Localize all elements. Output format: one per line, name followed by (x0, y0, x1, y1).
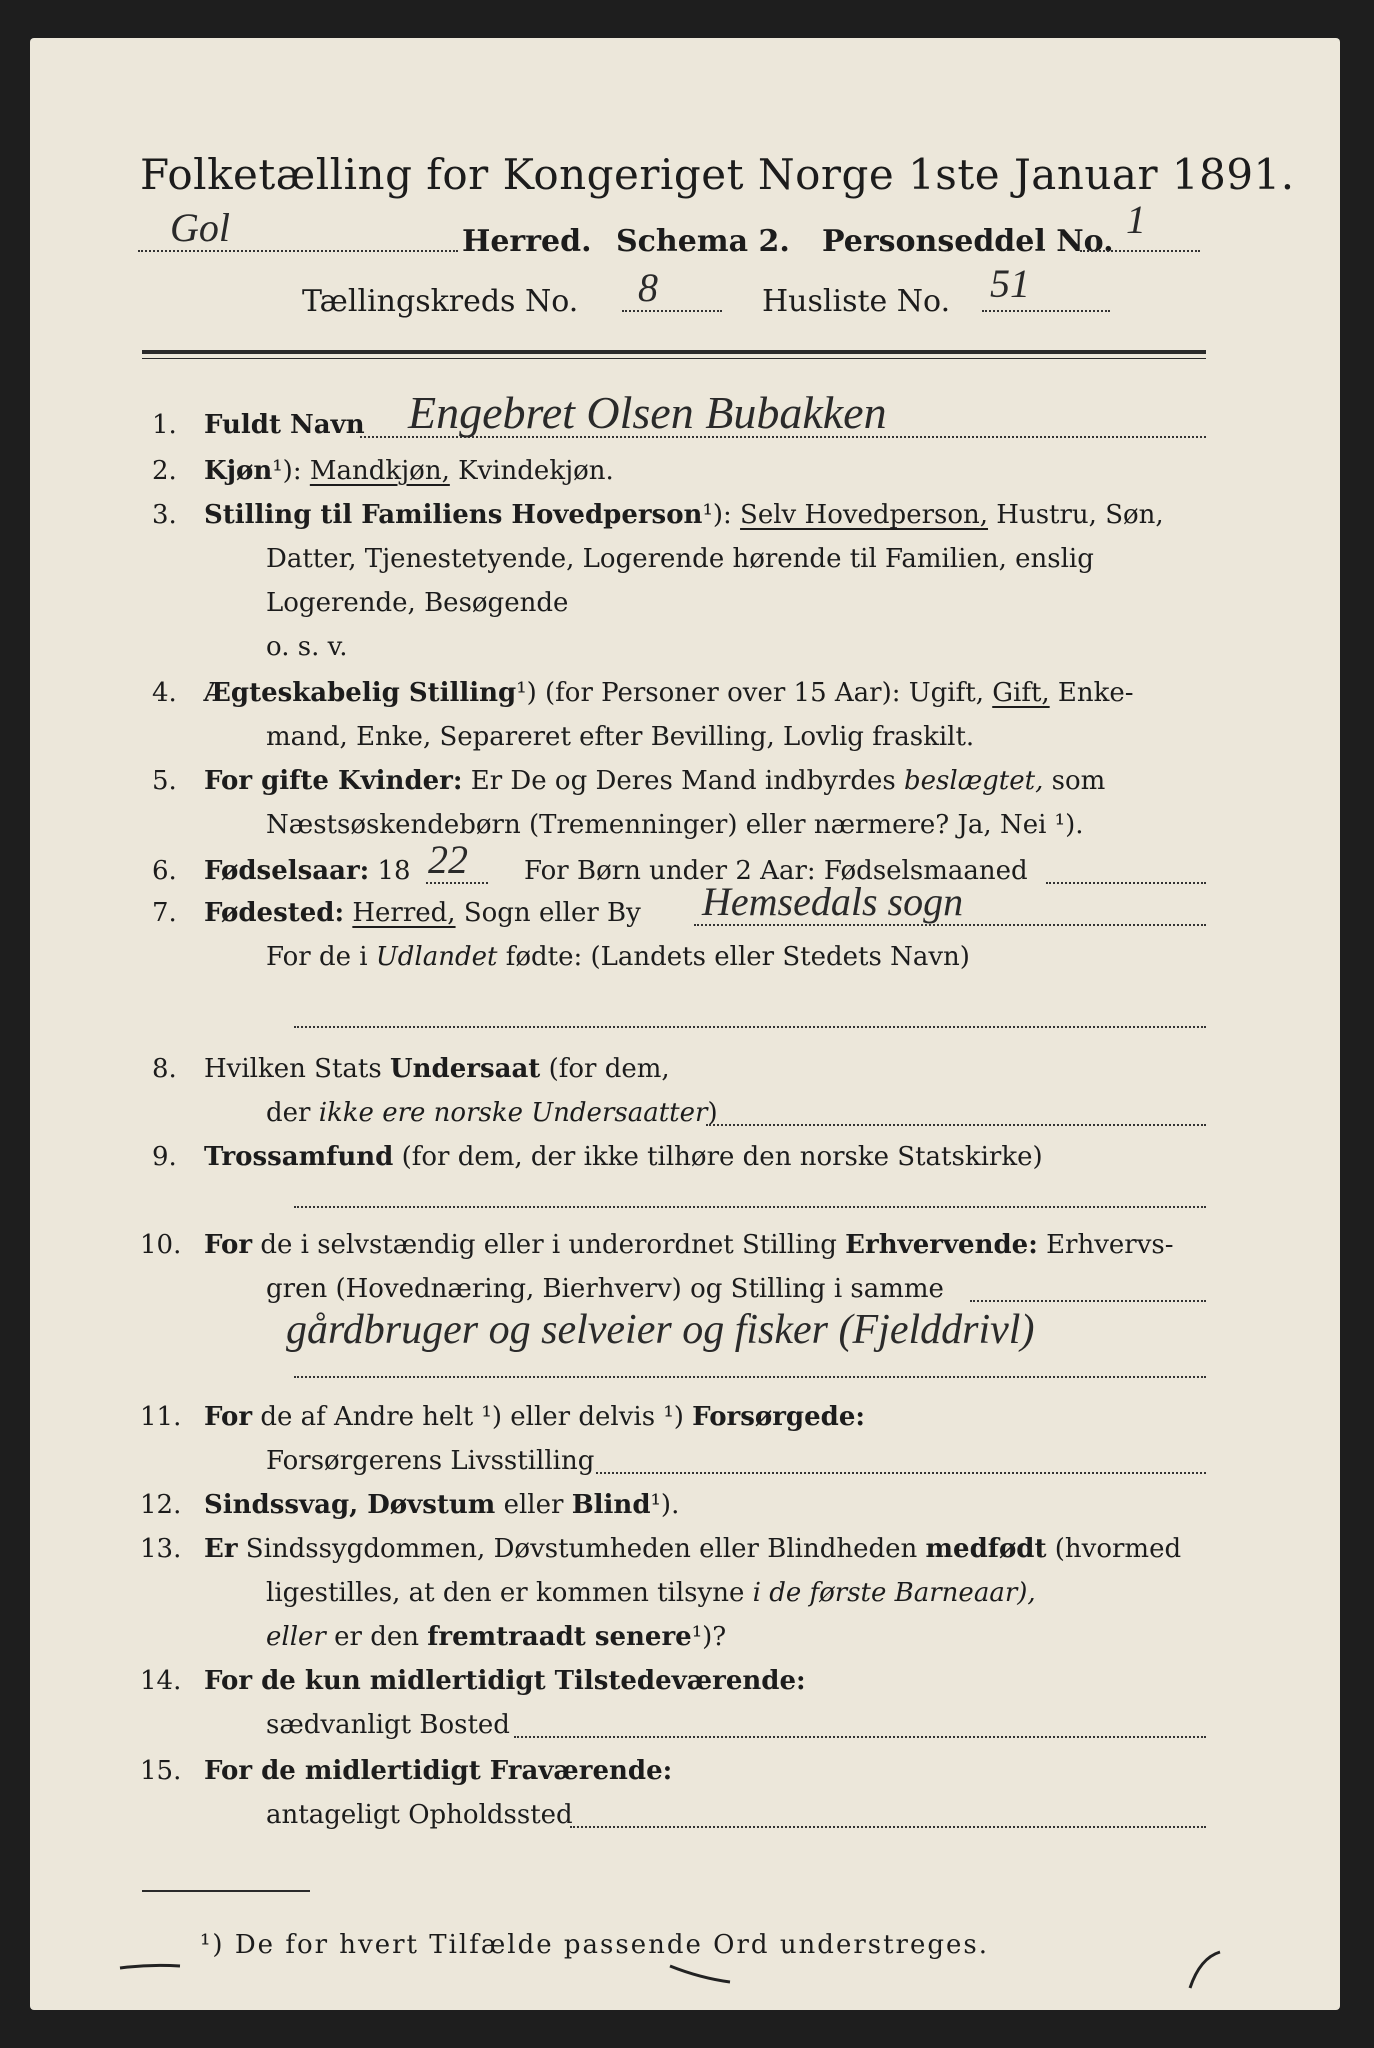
herred-value: Gol (170, 205, 230, 250)
occupation-dots-2 (294, 1376, 1206, 1378)
residence-dots (514, 1736, 1206, 1738)
item-9-number: 9. (152, 1142, 177, 1172)
item-13-line3b: fremtraadt senere (427, 1622, 692, 1652)
item-3-rest: Hustru, Søn, (996, 500, 1164, 530)
item-3-line2: Datter, Tjenestetyende, Logerende hørende til Familien, enslig (266, 544, 1094, 574)
item-4-line1 (204, 678, 1134, 708)
item-8-rest: (for dem, (548, 1054, 670, 1084)
item-2-label: Kjøn (204, 456, 273, 486)
item-7-line1 (204, 898, 641, 928)
item-15-line2: antageligt Opholdssted (266, 1800, 573, 1830)
item-13-label2: medfødt (925, 1534, 1047, 1564)
item-12-label2: Blind (571, 1490, 651, 1520)
personseddel-label: Personseddel No. (822, 224, 1114, 259)
item-3-number: 3. (152, 500, 177, 530)
birth-year-value: 22 (428, 837, 468, 882)
footnote: ¹) De for hvert Tilfælde passende Ord understreges. (200, 1930, 990, 1960)
item-4-mid: ¹) (for Personer over 15 Aar): Ugift, (516, 678, 984, 708)
item-4-line2: mand, Enke, Separeret efter Bevilling, Lovlig fraskilt. (266, 722, 975, 752)
item-3-line4: o. s. v. (266, 632, 348, 662)
item-12-line1 (204, 1490, 679, 1520)
item-6-label-wrap (204, 856, 411, 886)
item-15-number: 15. (140, 1756, 182, 1786)
item-2-selected-option: Mandkjøn, (309, 456, 450, 486)
personseddel-value: 1 (1126, 197, 1146, 242)
item-11-line2: Forsørgerens Livsstilling (266, 1446, 595, 1476)
header-rule-thin (142, 358, 1206, 359)
husliste-dots (982, 310, 1110, 312)
item-13-line1 (204, 1534, 1181, 1564)
item-9-rest: (for dem, der ikke tilhøre den norske Statskirke) (401, 1142, 1043, 1172)
item-7-label: Fødested: (204, 898, 345, 928)
item-13-line2 (266, 1578, 1036, 1608)
item-1-number: 1. (152, 410, 177, 440)
item-12-label: Sindssvag, Døvstum (204, 1490, 496, 1520)
item-5-line1 (204, 766, 1105, 796)
item-5-number: 5. (152, 766, 177, 796)
item-2-option: Kvindekjøn. (458, 456, 614, 486)
item-11-text: de af Andre helt ¹) eller delvis ¹) (260, 1402, 684, 1432)
item-5-rest: som (1051, 766, 1106, 796)
item-3-selected-option: Selv Hovedperson, (740, 500, 989, 530)
item-6-number: 6. (152, 856, 177, 886)
item-13-label1: Er (204, 1534, 238, 1564)
item-7-rest: Sogn eller By (463, 898, 641, 928)
item-7-line2b: fødte: (Landets eller Stedets Navn) (505, 942, 970, 972)
birth-month-dots (1046, 882, 1206, 884)
item-8-line2em: ikke ere norske Undersaatter (318, 1098, 708, 1128)
item-11-label1: For (204, 1402, 253, 1432)
item-13-line3c: ¹)? (691, 1622, 727, 1652)
item-8-line1 (204, 1054, 670, 1084)
item-10-number: 10. (140, 1230, 182, 1260)
item-13-line2a: ligestilles, at den er kommen tilsyne (266, 1578, 745, 1608)
item-10-label2: Erhvervende: (845, 1230, 1038, 1260)
taellingskreds-dots (622, 310, 722, 312)
item-8-label2: Undersaat (389, 1054, 541, 1084)
item-9-label: Trossamfund (204, 1142, 394, 1172)
item-10-rest: Erhvervs- (1046, 1230, 1174, 1260)
item-7-line2a: For de i (266, 942, 368, 972)
citizenship-dots (706, 1124, 1206, 1126)
occupation-dots-1 (970, 1300, 1206, 1302)
item-12-mid: eller (503, 1490, 564, 1520)
item-14-line2: sædvanligt Bosted (266, 1710, 510, 1740)
item-5-line2: Næstsøskendebørn (Tremenninger) eller nærmere? Ja, Nei ¹). (266, 810, 1084, 840)
census-form-sheet (30, 38, 1340, 2010)
item-6-prefix: 18 (377, 856, 411, 886)
form-title: Folketælling for Kongeriget Norge 1ste Januar 1891. (140, 150, 1295, 199)
item-7-line2em: Udlandet (375, 942, 498, 972)
header-rule-thick (142, 350, 1206, 354)
husliste-value: 51 (990, 261, 1030, 306)
item-4-number: 4. (152, 678, 177, 708)
item-8-number: 8. (152, 1054, 177, 1084)
item-4-label: Ægteskabelig Stilling (204, 678, 517, 708)
item-11-line1 (204, 1402, 865, 1432)
item-3-label: Stilling til Familiens Hovedperson (204, 500, 703, 530)
husliste-label: Husliste No. (762, 284, 951, 319)
item-13-number: 13. (140, 1534, 182, 1564)
item-10-label1: For (204, 1230, 253, 1260)
schema-label: Schema 2. (616, 224, 790, 259)
item-13-line3em: eller (266, 1622, 326, 1652)
item-13-line2em: i de første Barneaar), (752, 1578, 1036, 1608)
item-6-label: Fødselsaar: (204, 856, 370, 886)
item-6-rest: For Børn under 2 Aar: Fødselsmaaned (524, 856, 1028, 886)
item-3-line3: Logerende, Besøgende (266, 588, 569, 618)
item-5-text: Er De og Deres Mand indbyrdes (470, 766, 896, 796)
faith-dots (294, 1206, 1206, 1208)
whereabouts-dots (570, 1826, 1206, 1828)
item-7-number: 7. (152, 898, 177, 928)
item-2-sup: ¹): (272, 456, 302, 486)
item-2-number: 2. (152, 456, 177, 486)
occupation-value: gårdbruger og selveier og fisker (Fjelddrivl) (286, 1307, 1035, 1353)
item-1-label: Fuldt Navn (204, 410, 365, 440)
item-4-selected-option: Gift, (992, 678, 1050, 708)
item-3-sup: ¹): (702, 500, 732, 530)
footnote-rule (142, 1890, 310, 1892)
item-5-label: For gifte Kvinder: (204, 766, 463, 796)
item-10-line2: gren (Hovednæring, Bierhverv) og Stilling i samme (266, 1274, 944, 1304)
item-7-line2 (266, 942, 970, 972)
item-13-text: Sindssygdommen, Døvstumheden eller Blindheden (245, 1534, 918, 1564)
item-12-number: 12. (140, 1490, 182, 1520)
birthplace-value: Hemsedals sogn (702, 879, 964, 924)
pen-marks (110, 1948, 1250, 2008)
item-5-em: beslægtet, (904, 766, 1044, 796)
item-10-line1 (204, 1230, 1174, 1260)
taellingskreds-value: 8 (638, 265, 658, 310)
item-13-rest: (hvormed (1054, 1534, 1182, 1564)
item-10-text1: de i selvstændig eller i underordnet Stilling (260, 1230, 837, 1260)
full-name-value: Engebret Olsen Bubakken (408, 387, 887, 438)
taellingskreds-label: Tællingskreds No. (302, 284, 579, 319)
item-8-line2: der ikke ere norske Undersaatter) (266, 1098, 718, 1128)
item-14-number: 14. (140, 1666, 182, 1696)
item-15-label: For de midlertidigt Fraværende: (204, 1756, 673, 1786)
item-14-label: For de kun midlertidigt Tilstedeværende: (204, 1666, 806, 1696)
item-4-rest: Enke- (1057, 678, 1134, 708)
item-13-line3a: er den (334, 1622, 419, 1652)
personseddel-dots (1080, 250, 1200, 252)
provider-dots (596, 1472, 1206, 1474)
item-9-line1 (204, 1142, 1043, 1172)
item-12-rest: ¹). (650, 1490, 680, 1520)
abroad-birthplace-dots (294, 1026, 1206, 1028)
herred-label: Herred. (462, 224, 592, 259)
item-11-number: 11. (140, 1402, 182, 1432)
item-7-selected-option: Herred, (352, 898, 456, 928)
item-13-line3 (266, 1622, 726, 1652)
item-11-label2: Forsørgede: (692, 1402, 865, 1432)
item-3-line1 (204, 500, 1164, 530)
item-8-label1: Hvilken Stats (204, 1054, 382, 1084)
item-2-line (204, 456, 614, 486)
item-8-line2a: der (266, 1098, 311, 1128)
